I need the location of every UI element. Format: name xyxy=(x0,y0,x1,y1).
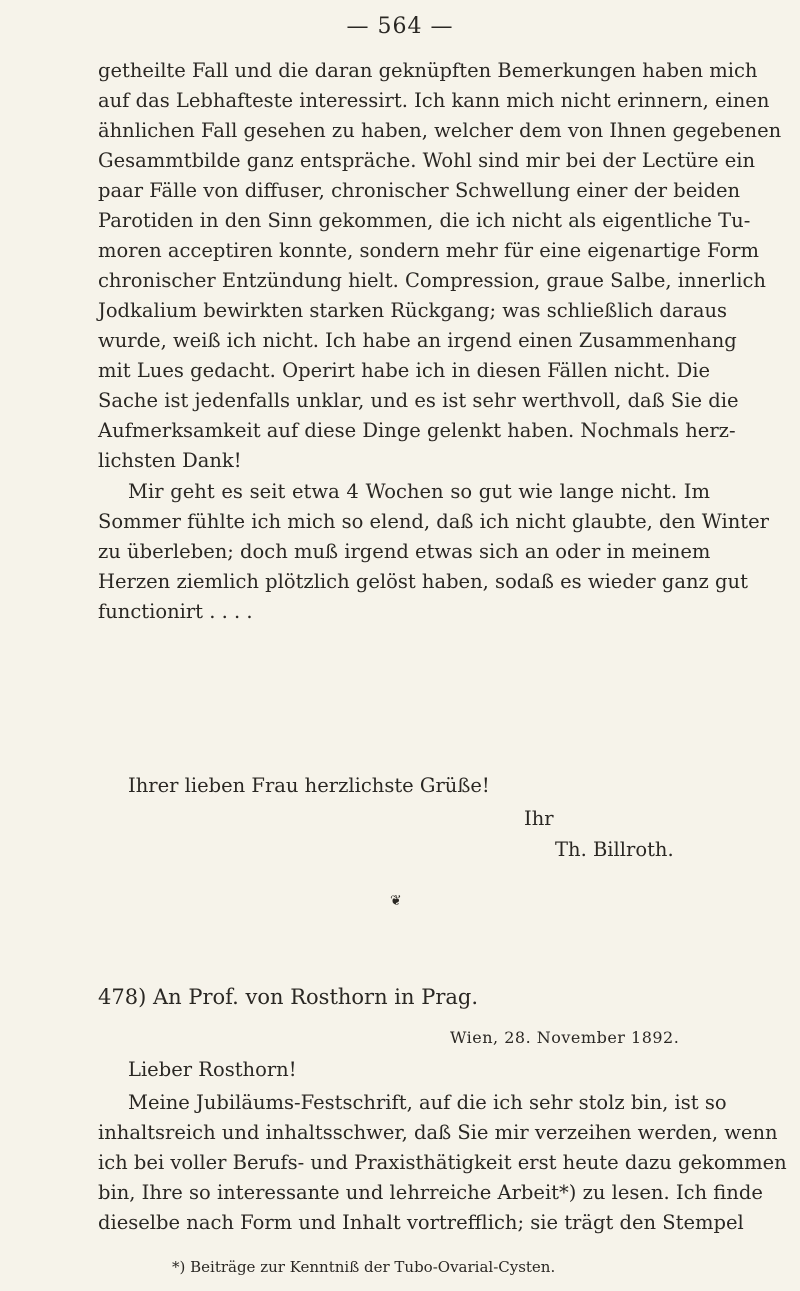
text-line: paar Fälle von diffuser, chronischer Schwellung einer der beiden xyxy=(98,179,741,202)
letter1-paragraph-1 xyxy=(98,56,782,476)
text-line: Gesammtbilde ganz entspräche. Wohl sind mir bei der Lectüre ein xyxy=(98,149,756,172)
text-line: getheilte Fall und die daran geknüpften Bemerkungen haben mich xyxy=(98,59,758,82)
letter-heading: 478) An Prof. von Rosthorn in Prag. xyxy=(98,985,479,1009)
text-line: Sommer fühlte ich mich so elend, daß ich nicht glaubte, den Winter xyxy=(98,510,769,533)
letter-closing: Ihrer lieben Frau herzlichste Grüße! xyxy=(128,774,490,797)
letter-salutation: Lieber Rosthorn! xyxy=(128,1058,297,1081)
text-line: wurde, weiß ich nicht. Ich habe an irgend einen Zusammenhang xyxy=(98,329,737,352)
footnote: *) Beiträge zur Kenntniß der Tubo-Ovarial-Cysten. xyxy=(172,1258,556,1276)
text-line: ähnlichen Fall gesehen zu haben, welcher dem von Ihnen gegebenen xyxy=(98,119,782,142)
text-line: Meine Jubiläums-Festschrift, auf die ich sehr stolz bin, ist so xyxy=(128,1091,727,1114)
text-line: lichsten Dank! xyxy=(98,449,242,472)
text-line: zu überleben; doch muß irgend etwas sich an oder in meinem xyxy=(98,540,711,563)
signature-name: Th. Billroth. xyxy=(555,838,674,861)
text-line: bin, Ihre so interessante und lehrreiche Arbeit*) zu lesen. Ich finde xyxy=(98,1181,763,1204)
text-line: functionirt . . . . xyxy=(98,600,253,623)
text-line: moren acceptiren konnte, sondern mehr für eine eigenartige Form xyxy=(98,239,759,262)
letter2-paragraph-1 xyxy=(98,1088,787,1238)
text-line: Mir geht es seit etwa 4 Wochen so gut wie lange nicht. Im xyxy=(128,480,710,503)
signature-ihr: Ihr xyxy=(524,807,554,830)
text-line: ich bei voller Berufs- und Praxisthätigkeit erst heute dazu gekommen xyxy=(98,1151,787,1174)
page-number: — 564 — xyxy=(346,14,454,39)
text-line: chronischer Entzündung hielt. Compression, graue Salbe, innerlich xyxy=(98,269,766,292)
text-line: Herzen ziemlich plötzlich gelöst haben, sodaß es wieder ganz gut xyxy=(98,570,748,593)
text-line: inhaltsreich und inhaltsschwer, daß Sie mir verzeihen werden, wenn xyxy=(98,1121,778,1144)
text-line: dieselbe nach Form und Inhalt vortrefflich; sie trägt den Stempel xyxy=(98,1211,744,1234)
text-line: Aufmerksamkeit auf diese Dinge gelenkt haben. Nochmals herz- xyxy=(98,419,736,442)
text-line: Sache ist jedenfalls unklar, und es ist sehr werthvoll, daß Sie die xyxy=(98,389,739,412)
text-line: mit Lues gedacht. Operirt habe ich in diesen Fällen nicht. Die xyxy=(98,359,710,382)
text-line: Jodkalium bewirkten starken Rückgang; was schließlich daraus xyxy=(98,299,728,322)
letter1-paragraph-2 xyxy=(98,477,769,627)
text-line: Parotiden in den Sinn gekommen, die ich nicht als eigentliche Tu- xyxy=(98,209,751,232)
text-line: auf das Lebhafteste interessirt. Ich kann mich nicht erinnern, einen xyxy=(98,89,770,112)
ornament-icon: ❦ xyxy=(390,893,402,909)
letter-dateline: Wien, 28. November 1892. xyxy=(450,1028,680,1047)
